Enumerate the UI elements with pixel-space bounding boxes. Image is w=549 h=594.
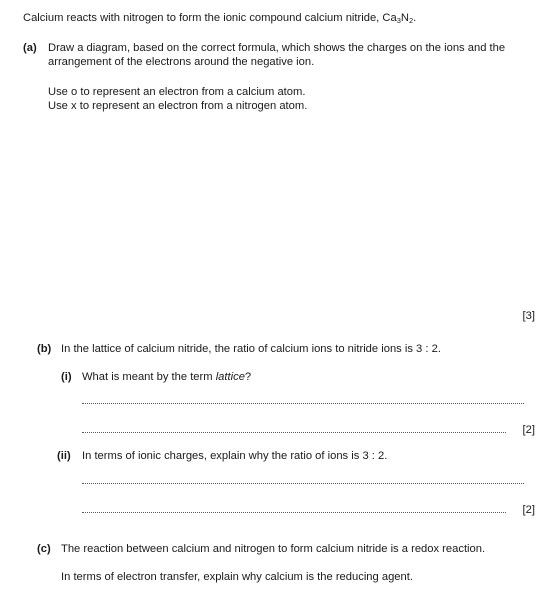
- question-intro: [23, 12, 416, 24]
- formula-nitrogen: N: [400, 12, 409, 24]
- formula-subscript-n: 2: [408, 16, 414, 25]
- part-b-ii-marks: [2]: [522, 504, 535, 516]
- part-b-i-marks: [2]: [522, 424, 535, 436]
- part-a-instruction-x: Use x to represent an electron from a nitrogen atom.: [48, 100, 308, 112]
- part-b-ii-label: (ii): [57, 450, 71, 462]
- answer-line-b-i-2[interactable]: [82, 431, 506, 433]
- answer-line-b-i-1[interactable]: [82, 402, 524, 404]
- part-b-i-label: (i): [61, 371, 72, 383]
- intro-text: Calcium reacts with nitrogen to form the ionic compound calcium nitride, Ca: [23, 12, 397, 24]
- part-b-i-end: ?: [244, 371, 252, 383]
- part-b-i-text: What is meant by the term: [82, 371, 216, 383]
- part-a-line2: arrangement of the electrons around the negative ion.: [48, 56, 315, 68]
- answer-line-b-ii-2[interactable]: [82, 511, 506, 513]
- part-b-i-question: [82, 371, 251, 383]
- part-b-i-term: lattice: [215, 371, 245, 383]
- part-a-instruction-o: Use o to represent an electron from a calcium atom.: [48, 86, 306, 98]
- formula-subscript-ca: 3: [396, 16, 401, 25]
- part-c-text2: In terms of electron transfer, explain why calcium is the reducing agent.: [61, 571, 413, 583]
- part-a-line1: Draw a diagram, based on the correct formula, which shows the charges on the ions and the: [48, 42, 506, 54]
- answer-line-b-ii-1[interactable]: [82, 482, 524, 484]
- part-b-text: In the lattice of calcium nitride, the ratio of calcium ions to nitride ions is 3 : 2.: [61, 343, 441, 355]
- part-b-ii-text: In terms of ionic charges, explain why the ratio of ions is 3 : 2.: [82, 450, 388, 462]
- part-a-label: (a): [23, 42, 37, 54]
- part-c-label: (c): [37, 543, 51, 555]
- part-b-label: (b): [37, 343, 52, 355]
- part-c-text: The reaction between calcium and nitrogen to form calcium nitride is a redox reaction.: [61, 543, 486, 555]
- intro-end: .: [413, 12, 417, 24]
- part-a-marks: [3]: [522, 310, 535, 322]
